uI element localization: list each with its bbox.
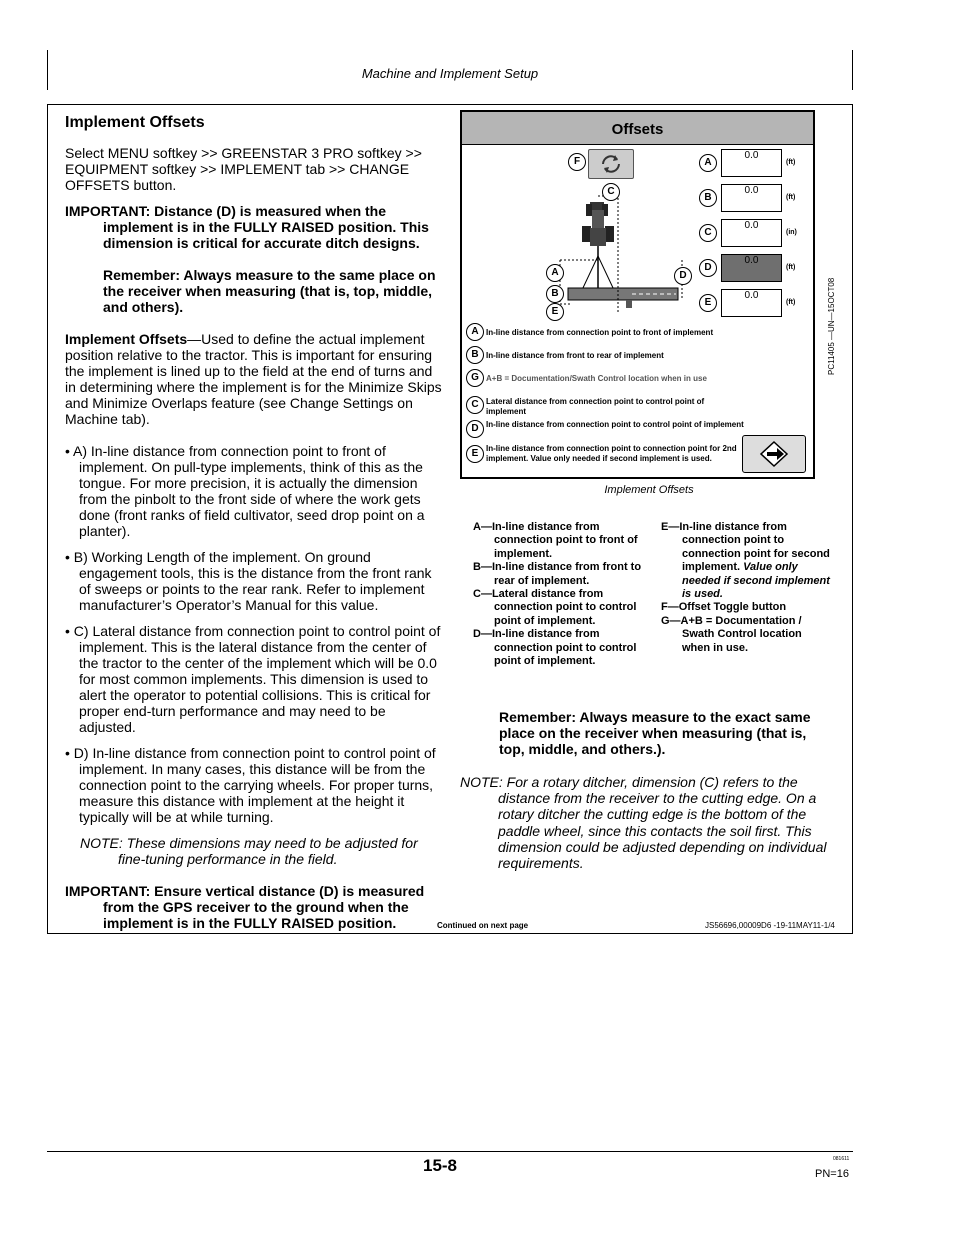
next-button[interactable]: [742, 435, 806, 473]
bullet-c: • C) Lateral distance from connection point to control point of implement. This is the lateral distance from the center of the tractor to the center of the implement which will be 0.0 for most common implements. This dimension is used to alert the operator to potential collisions. This is critical for proper end-turn performance and may need to be adjusted.: [65, 623, 441, 735]
diagram-letter-e: E: [546, 303, 564, 321]
page-number: 15-8: [422, 1156, 458, 1175]
field-a-input[interactable]: 0.0: [721, 149, 782, 177]
field-c-input[interactable]: 0.0: [721, 219, 782, 247]
key-e: [661, 521, 831, 601]
document-id: JS56696,00009D6 -19-11MAY11-1/4: [705, 921, 835, 930]
diagram-letter-d: D: [674, 267, 692, 285]
print-date: 081611: [833, 1156, 850, 1162]
legend-g-text: A+B = Documentation/Swath Control location when in use: [486, 374, 707, 383]
bullet-d: • D) In-line distance from connection point to control point of implement. In many cases, this distance will be from the connection point to the carrying wheels. For proper turns, measure this distance with implement at the height it typically will be at while turning.: [65, 745, 436, 825]
field-a-unit: (ft): [786, 159, 796, 166]
screen-title: Offsets: [462, 112, 813, 145]
legend-d-letter: D: [466, 420, 484, 438]
field-a-letter: A: [699, 154, 717, 172]
key-e-italic: Value only needed if second implement is used.: [682, 561, 830, 601]
field-b-unit: (ft): [786, 194, 796, 201]
footer-rule: [47, 1151, 853, 1152]
legend-b-letter: B: [466, 346, 484, 364]
arrow-right-icon: [743, 436, 805, 472]
key-g: G—A+B = Documentation / Swath Control location when in use.: [661, 614, 802, 654]
tractor-body: [592, 210, 604, 228]
field-d-letter: D: [699, 259, 717, 277]
running-header: Machine and Implement Setup: [361, 66, 539, 81]
legend-d-text: In-line distance from connection point to control point of implement: [486, 420, 744, 429]
field-d-unit: (ft): [786, 264, 796, 271]
diagram-letter-c: C: [602, 183, 620, 201]
legend-b-text: In-line distance from front to rear of implement: [486, 351, 664, 360]
refresh-icon: [589, 150, 633, 178]
note-1: NOTE: These dimensions may need to be adjusted for fine-tuning performance in the field.: [80, 835, 418, 867]
key-left: [473, 521, 653, 668]
remember-note-1: Remember: Always measure to the same place on the receiver when measuring (that is, top, middle, and others).: [103, 267, 436, 315]
intro-text: —Used to define the actual implement position relative to the tractor. This is important for ensuring the implement is lined up to the field at the end of turns and in determining where the implement is for the Minimize Skips and Minimize Overlaps feature (see Change Settings on Machine tab).: [65, 331, 442, 427]
field-c-unit: (in): [786, 229, 797, 236]
left-column: [65, 113, 443, 941]
key-b: B—In-line distance from front to rear of implement.: [473, 561, 642, 587]
offset-toggle-button[interactable]: [588, 149, 634, 179]
legend-a-text: In-line distance from connection point to front of implement: [486, 328, 714, 337]
important-note-2: IMPORTANT: Ensure vertical distance (D) is measured from the GPS receiver to the ground when the implement is in the FULLY RAISED position.: [65, 883, 425, 931]
intro-bold: Implement Offsets: [65, 331, 188, 347]
pn-number: PN=16: [815, 1168, 849, 1180]
menu-path: Select MENU softkey >> GREENSTAR 3 PRO softkey >> EQUIPMENT softkey >> IMPLEMENT tab >> CHANGE OFFSETS button.: [65, 145, 422, 193]
key-c: C—Lateral distance from connection point to control point of implement.: [473, 588, 637, 627]
remember-note-2: Remember: Always measure to the exact same place on the receiver when measuring (that is, top, middle, and others.).: [499, 709, 811, 757]
note-2: NOTE: For a rotary ditcher, dimension (C) refers to the distance from the receiver to the cutting edge. On a rotary ditcher the cutting edge is the bottom of the paddle wheel, since this contacts the soil first. This dimension could be adjusted depending on individual requirements.: [460, 774, 827, 872]
bullet-a: • A) In-line distance from connection point to front of implement. On pull-type implements, think of this as the tongue. For more precision, it is actually the dimension from the pinbolt to the front side of where the work gets done (front ranks of field cultivator, seed drop point on a planter).: [65, 443, 425, 539]
important-note-1: IMPORTANT: Distance (D) is measured when the implement is in the FULLY RAISED position. This dimension is critical for accurate ditch designs.: [65, 203, 429, 251]
figure-caption: Implement Offsets: [604, 484, 694, 496]
key-right: [661, 521, 831, 655]
diagram-letter-b: B: [546, 285, 564, 303]
legend-e-letter: E: [466, 445, 484, 463]
field-c-letter: C: [699, 224, 717, 242]
field-b-letter: B: [699, 189, 717, 207]
legend-c-text: Lateral distance from connection point to control point of implement: [486, 397, 705, 416]
field-b-input[interactable]: 0.0: [721, 184, 782, 212]
key-f: F—Offset Toggle button: [661, 601, 787, 614]
legend-g-letter: G: [466, 369, 484, 387]
key-e-main: E—In-line distance from connection point to connection point for second implement.: [661, 521, 830, 574]
bullet-b: • B) Working Length of the implement. On ground engagement tools, this is the distance from the front rank of sweeps or points to the rear rank. Refer to implement manufacturer’s Operator’s Manual for this value.: [65, 549, 432, 613]
key-d: D—In-line distance from connection point to control point of implement.: [473, 628, 637, 668]
key-a: A—In-line distance from connection point to front of implement.: [473, 521, 638, 560]
legend-e-text: In-line distance from connection point to connection point for 2nd implement. Value only needed if second implement is used.: [486, 444, 737, 463]
offsets-screen: [460, 110, 815, 479]
section-heading: Implement Offsets: [65, 114, 205, 131]
field-e-input[interactable]: 0.0: [721, 289, 782, 317]
field-e-unit: (ft): [786, 299, 796, 306]
diagram-letter-a: A: [546, 264, 564, 282]
intro-paragraph: [65, 331, 443, 427]
field-e-letter: E: [699, 294, 717, 312]
continued-label: Continued on next page: [437, 921, 529, 930]
toggle-letter: F: [568, 153, 586, 171]
legend-c-letter: C: [466, 396, 484, 414]
implement-diagram: [542, 182, 692, 322]
field-d-input[interactable]: 0.0: [721, 254, 782, 282]
legend-a-letter: A: [466, 323, 484, 341]
figure-id: PC11405 —UN—15OCT08: [827, 277, 836, 375]
